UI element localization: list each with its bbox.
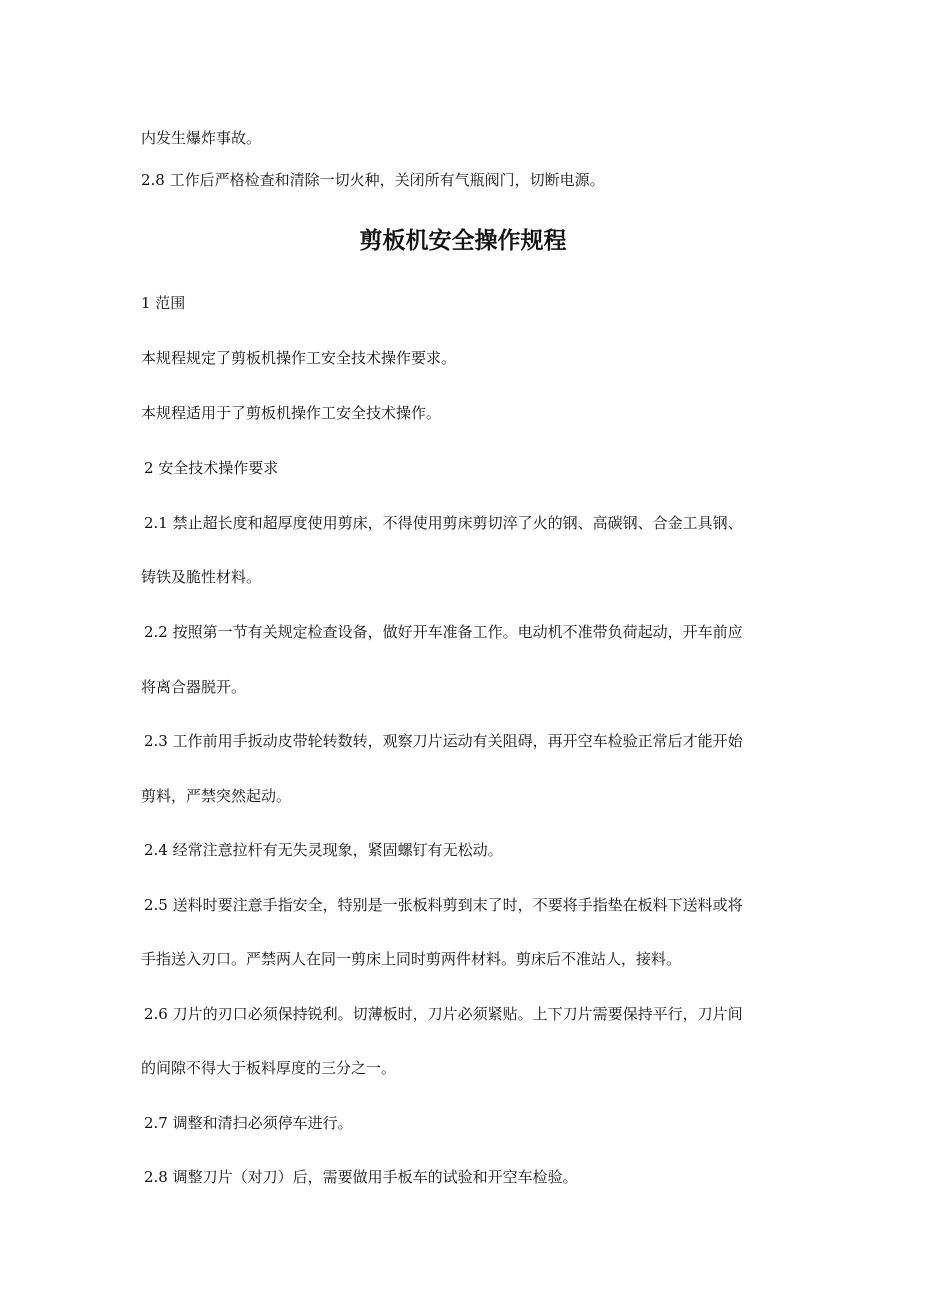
section-1-heading: 1 范围 (141, 294, 186, 312)
section-1-paragraph-2: 本规程适用于了剪板机操作工安全技术操作。 (141, 404, 442, 422)
item-2-3-line-2: 剪料，严禁突然起动。 (141, 787, 292, 805)
item-2-6-line-2: 的间隙不得大于板料厚度的三分之一。 (141, 1059, 397, 1077)
document-title: 剪板机安全操作规程 (359, 228, 567, 254)
item-2-4: 2.4 经常注意拉杆有无失灵现象，紧固螺钉有无松动。 (144, 841, 503, 859)
item-2-2-line-1: 2.2 按照第一节有关规定检查设备，做好开车准备工作。电动机不准带负荷起动，开车前应 (144, 623, 743, 641)
item-2-7: 2.7 调整和清扫必须停车进行。 (144, 1114, 353, 1132)
prev-section-line-1: 内发生爆炸事故。 (141, 129, 262, 147)
section-2-heading: 2 安全技术操作要求 (144, 459, 279, 477)
item-2-2-line-2: 将离合器脱开。 (141, 678, 247, 696)
item-2-3-line-1: 2.3 工作前用手扳动皮带轮转数转，观察刀片运动有关阻碍，再开空车检验正常后才能开始 (144, 732, 743, 750)
item-2-8: 2.8 调整刀片（对刀）后，需要做用手板车的试验和开空车检验。 (144, 1168, 578, 1186)
section-1-paragraph-1: 本规程规定了剪板机操作工安全技术操作要求。 (141, 349, 457, 367)
item-2-6-line-1: 2.6 刀片的刃口必须保持锐利。切薄板时，刀片必须紧贴。上下刀片需要保持平行，刀片间 (144, 1005, 743, 1023)
item-2-5-line-2: 手指送入刃口。严禁两人在同一剪床上同时剪两件材料。剪床后不准站人，接料。 (141, 950, 682, 968)
prev-section-item-2-8: 2.8 工作后严格检查和清除一切火种，关闭所有气瓶阀门，切断电源。 (141, 171, 605, 189)
item-2-5-line-1: 2.5 送料时要注意手指安全，特别是一张板料剪到末了时，不要将手指垫在板料下送料或将 (144, 896, 743, 914)
item-2-1-line-2: 铸铁及脆性材料。 (141, 568, 262, 586)
item-2-1-line-1: 2.1 禁止超长度和超厚度使用剪床，不得使用剪床剪切淬了火的钢、高碳钢、合金工具钢、 (144, 514, 743, 532)
